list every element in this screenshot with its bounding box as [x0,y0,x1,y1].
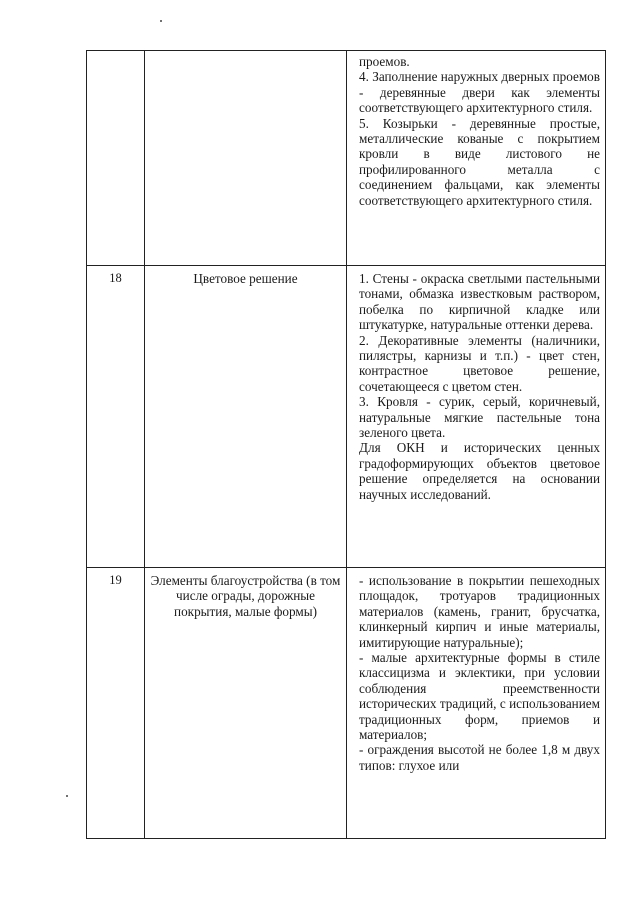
description-paragraph: 5. Козырьки - деревянные простые, металлические кованые с покрытием кровли в виде листового не профилированного металла с соединением фальцами, как элементы соответствующего архитектурного стиля. [359,115,600,208]
table-row [87,51,606,266]
row-description-cell [347,266,606,568]
description-paragraph: - ограждения высотой не более 1,8 м двух типов: глухое или [359,742,600,773]
row-name-cell: Элементы благоустройства (в том числе ограды, дорожные покрытия, малые формы) [145,568,347,839]
description-paragraph: Для ОКН и исторических ценных градоформирующих объектов цветовое решение определяется на основании научных исследований. [359,440,600,502]
row-name-cell [145,51,347,266]
row-name-cell: Цветовое решение [145,266,347,568]
table-row [87,266,606,568]
description-paragraph: 2. Декоративные элементы (наличники, пилястры, карнизы и т.п.) - цвет стен, контрастное цветовое решение, сочетающееся с цветом стен. [359,332,600,394]
description-paragraph: 4. Заполнение наружных дверных проемов - деревянные двери как элементы соответствующего архитектурного стиля. [359,69,600,116]
description-paragraph: - малые архитектурные формы в стиле классицизма и эклектики, при условии соблюдения преемственности исторических традиций, с использованием традиционных форм, приемов и материалов; [359,650,600,743]
description-paragraph: 3. Кровля - сурик, серый, коричневый, натуральные мягкие пастельные тона зеленого цвета. [359,394,600,441]
table-row [87,568,606,839]
description-paragraph: 1. Стены - окраска светлыми пастельными тонами, обмазка известковым раствором, побелка по кирпичной кладке или штукатурке, натуральные оттенки дерева. [359,271,600,333]
scan-speck-top [160,20,162,22]
row-description-cell [347,51,606,266]
row-description-cell [347,568,606,839]
description-paragraph: - использование в покрытии пешеходных площадок, тротуаров традиционных материалов (камень, гранит, брусчатка, клинкерный кирпич и иные материалы, имитирующие натуральные); [359,573,600,650]
row-number-cell: 19 [87,568,145,839]
scan-speck-left [66,795,68,797]
row-number-cell [87,51,145,266]
row-number-cell: 18 [87,266,145,568]
description-paragraph: проемов. [359,54,410,69]
regulations-table [86,50,606,839]
